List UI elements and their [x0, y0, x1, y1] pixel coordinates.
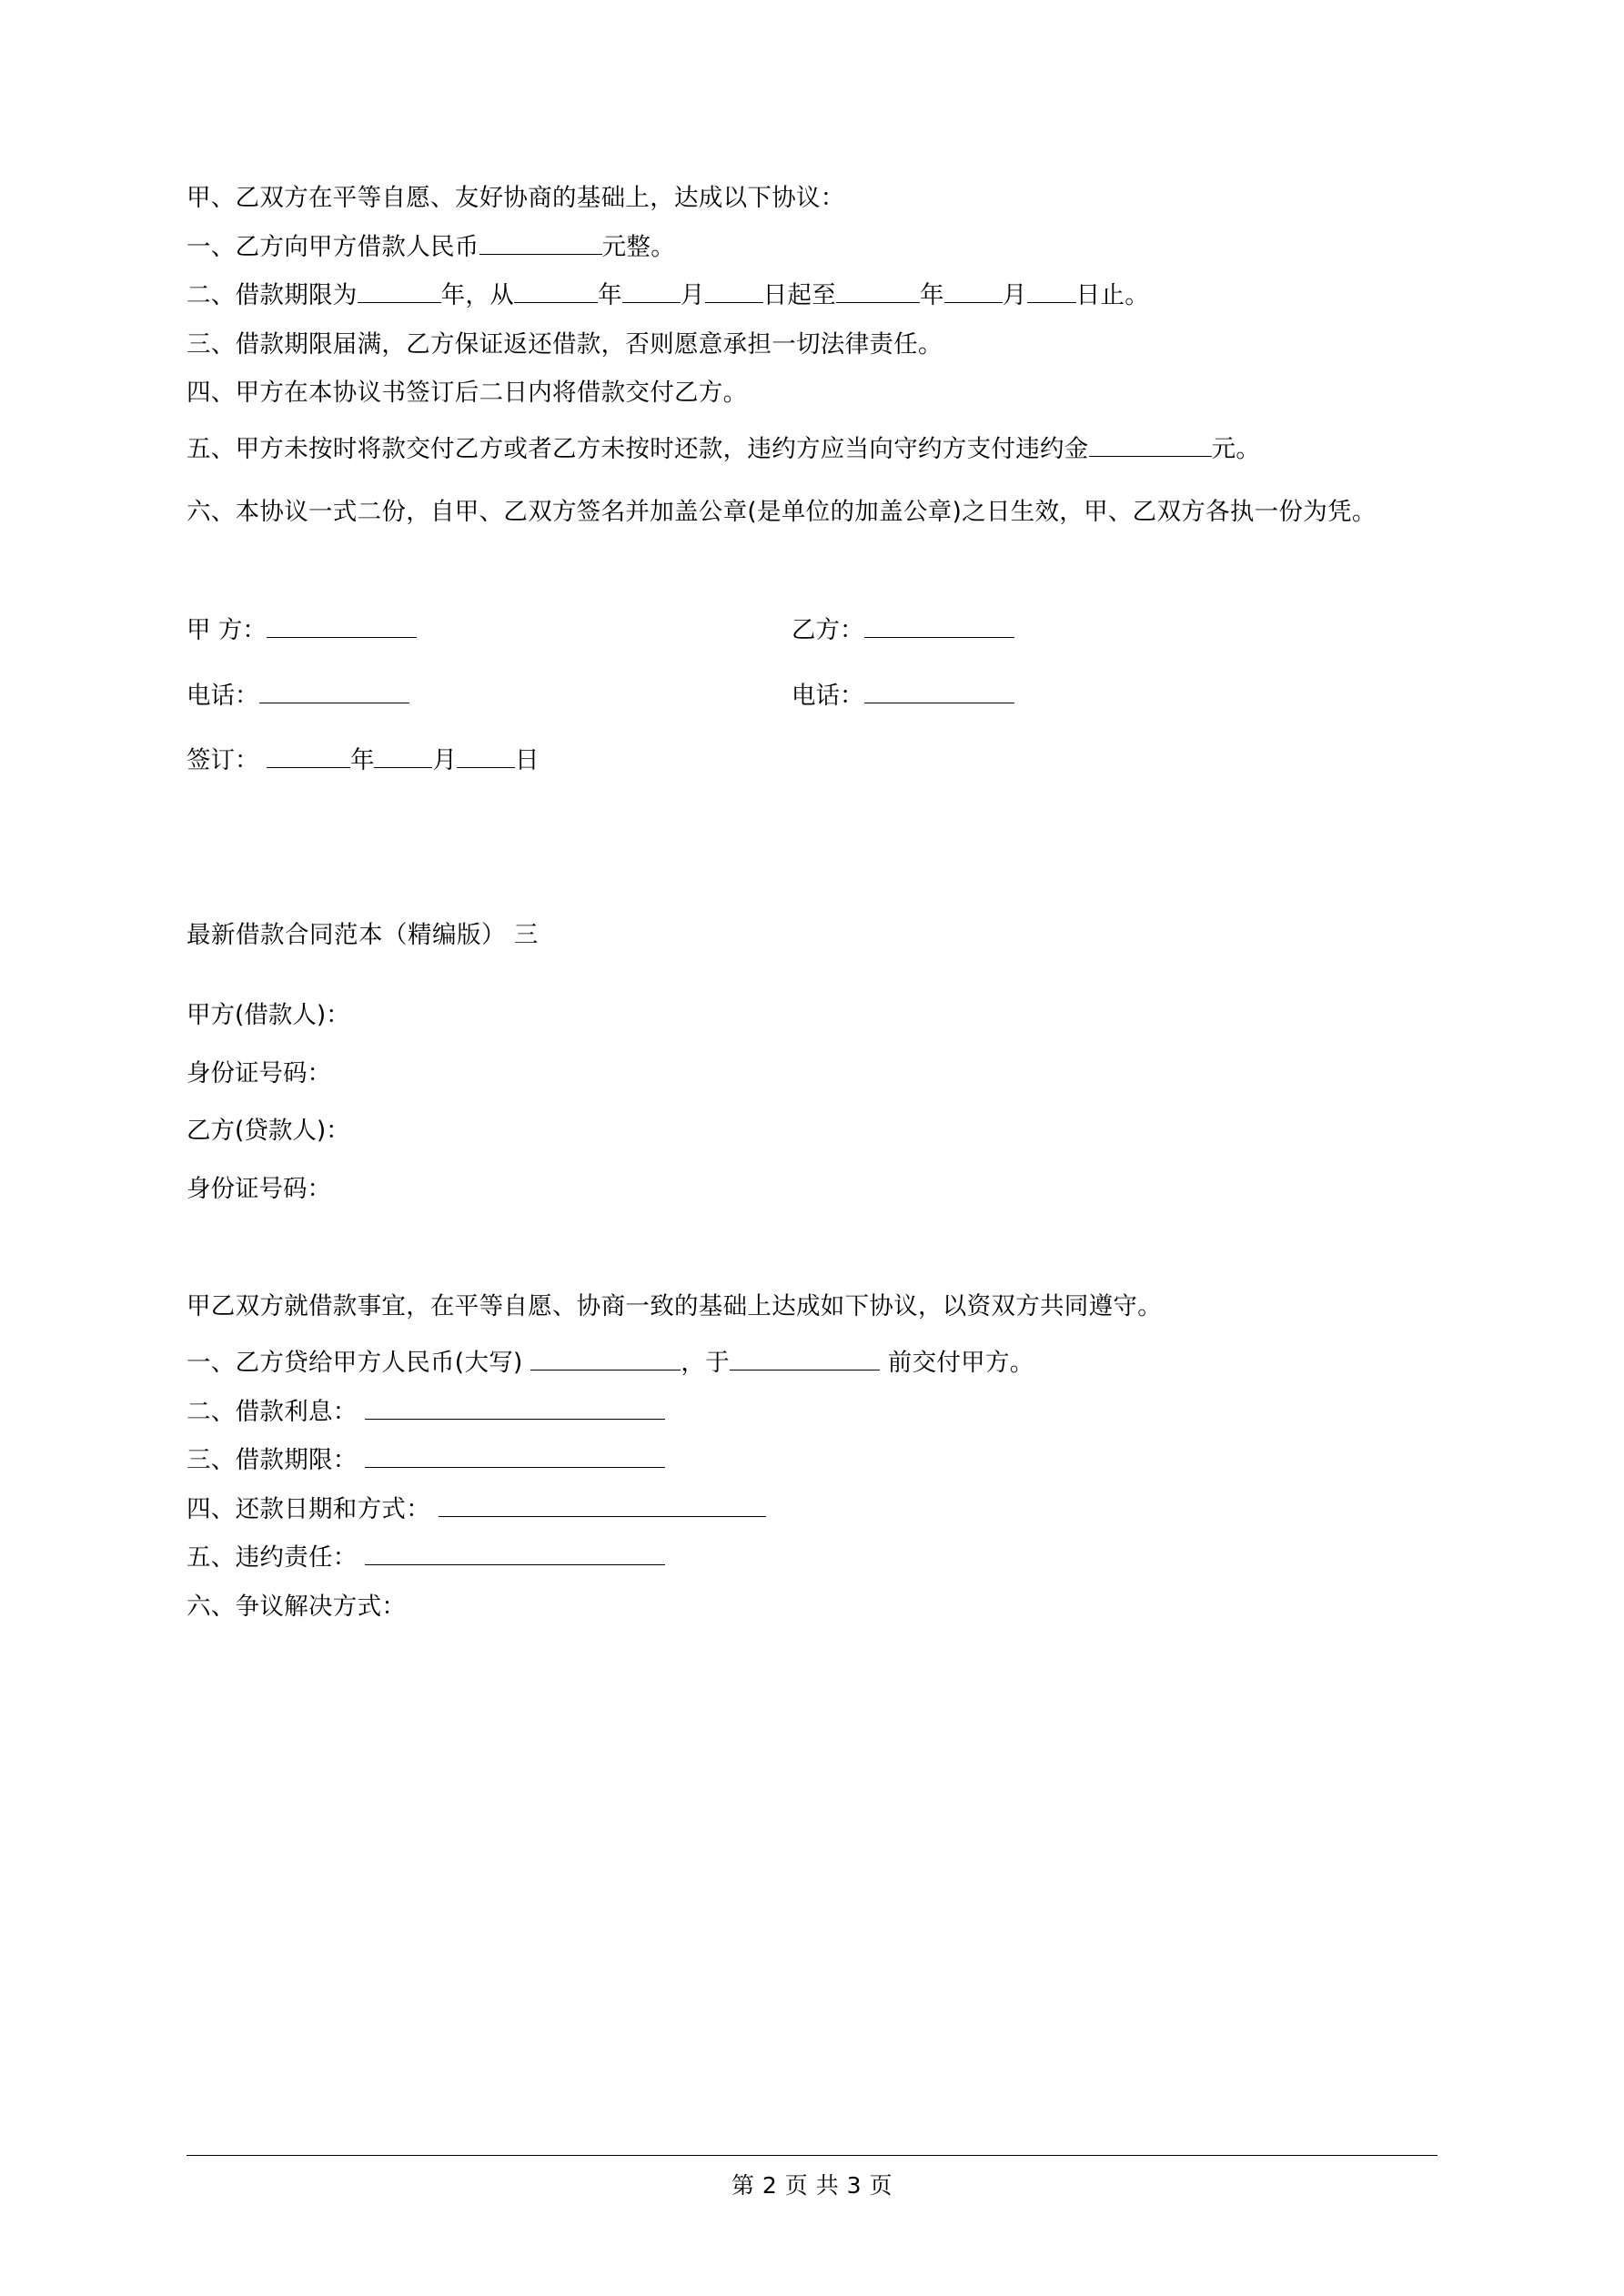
party-b-signature: [792, 616, 1437, 645]
t-clause-3-blank[interactable]: [365, 1467, 665, 1468]
t-clause-5-text: 五、违约责任：: [187, 1543, 358, 1573]
intro-text: 甲、乙双方在平等自愿、友好协商的基础上，达成以下协议：: [187, 184, 845, 212]
field-party-a-id: [187, 1058, 1437, 1087]
t-clause-2-text: 二、借款利息：: [187, 1397, 358, 1426]
t-clause-2-blank[interactable]: [365, 1419, 665, 1420]
clause-4-text: 四、甲方在本协议书签订后二日内将借款交付乙方。: [187, 379, 748, 407]
page-number-text: 第 2 页 共 3 页: [731, 2172, 893, 2199]
clause-2-blank-years[interactable]: [358, 302, 441, 303]
party-b-phone: [792, 681, 1437, 710]
party-a-blank[interactable]: [267, 637, 417, 638]
t-clause-1-text-3: 前交付甲方。: [887, 1349, 1034, 1378]
page-footer: [0, 2168, 1624, 2200]
clause-2-blank-end-day[interactable]: [1027, 302, 1076, 303]
t-clause-6: [187, 1592, 1437, 1621]
party-b-label: 乙方：: [792, 616, 864, 645]
sign-date-blank-day[interactable]: [457, 767, 515, 768]
clause-2-text-3: 年: [598, 281, 622, 309]
sign-date-label: 签订：: [187, 746, 259, 775]
clause-2-text-1: 二、借款期限为: [187, 281, 358, 309]
clause-5-blank-penalty[interactable]: [1089, 456, 1212, 457]
clause-5-text-2: 元。: [1211, 434, 1261, 463]
party-b-blank[interactable]: [864, 637, 1014, 638]
sign-date-blank-month[interactable]: [374, 767, 432, 768]
party-a-signature: [187, 616, 792, 645]
phone-b-label: 电话：: [792, 681, 864, 710]
intro-paragraph: [187, 184, 1437, 212]
field-party-b-id: [187, 1174, 1437, 1203]
clause-3: [187, 329, 1437, 359]
field-party-a-name-label: 甲方(借款人)：: [187, 1001, 350, 1030]
t-clause-1-blank-date[interactable]: [730, 1370, 880, 1371]
party-a-phone: [187, 681, 792, 710]
clause-2-blank-start-month[interactable]: [622, 302, 681, 303]
t-clause-1: [187, 1351, 1437, 1376]
clause-2-text-2: 年，从: [440, 281, 515, 309]
sign-date-month: 月: [432, 746, 457, 775]
spacer-before-section-two: [187, 814, 1437, 924]
clause-5: [187, 430, 1437, 470]
clause-1-text-2: 元整。: [601, 232, 676, 261]
field-party-b-id-label: 身份证号码：: [187, 1174, 331, 1203]
signature-row-date: [187, 746, 1437, 775]
field-party-b-name: [187, 1119, 1437, 1144]
clause-2-blank-end-year[interactable]: [836, 302, 920, 303]
t-clause-3-text: 三、借款期限：: [187, 1446, 358, 1475]
clause-2-blank-start-year[interactable]: [514, 302, 598, 303]
section-two-intro-text: 甲乙双方就借款事宜，在平等自愿、协商一致的基础上达成如下协议，以资双方共同遵守。: [187, 1292, 1162, 1321]
t-clause-4: [187, 1494, 1437, 1523]
clause-5-text-1: 五、甲方未按时将款交付乙方或者乙方未按时还款，违约方应当向守约方支付违约金: [187, 434, 1089, 463]
clause-6: [187, 493, 1437, 532]
t-clause-1-text-1: 一、乙方贷给甲方人民币(大写): [187, 1349, 523, 1378]
t-clause-1-blank-amount[interactable]: [530, 1370, 681, 1371]
clause-2-text-4: 月: [680, 281, 705, 309]
signature-row-names: [187, 616, 1437, 645]
signature-row-phones: [187, 681, 1437, 710]
t-clause-2: [187, 1397, 1437, 1426]
clause-1: [187, 232, 1437, 261]
clause-4: [187, 381, 1437, 406]
clause-2: [187, 281, 1437, 309]
clause-1-text-1: 一、乙方向甲方借款人民币: [187, 232, 479, 261]
spacer-after-title: [187, 947, 1437, 1004]
field-party-b-name-label: 乙方(贷款人)：: [187, 1117, 350, 1146]
footer-divider: [187, 2155, 1437, 2156]
clause-2-blank-end-month[interactable]: [944, 302, 1003, 303]
spacer-before-section-two-intro: [187, 1235, 1437, 1288]
t-clause-6-text: 六、争议解决方式：: [187, 1592, 407, 1621]
sign-date-blank-year[interactable]: [267, 767, 350, 768]
clause-1-blank-amount[interactable]: [479, 254, 602, 255]
section-two-intro: [187, 1288, 1437, 1327]
t-clause-1-text-2: ，于: [681, 1349, 731, 1378]
phone-a-label: 电话：: [187, 681, 259, 710]
clause-6-text: 六、本协议一式二份，自甲、乙双方签名并加盖公章(是单位的加盖公章)之日生效，甲、乙双方各执一份为凭。: [187, 498, 1377, 527]
t-clause-4-blank[interactable]: [439, 1516, 766, 1517]
clause-2-blank-start-day[interactable]: [705, 302, 763, 303]
sign-date-day: 日: [514, 746, 540, 775]
field-party-a-name: [187, 1001, 1437, 1030]
t-clause-3: [187, 1446, 1437, 1475]
t-clause-4-text: 四、还款日期和方式：: [187, 1494, 430, 1523]
field-party-a-id-label: 身份证号码：: [187, 1058, 331, 1087]
section-two-title-text: 最新借款合同范本（精编版） 三: [187, 920, 539, 949]
clause-2-text-5: 日起至: [762, 281, 837, 309]
clause-3-text: 三、借款期限届满，乙方保证返还借款，否则愿意承担一切法律责任。: [187, 329, 943, 359]
clause-2-text-6: 年: [920, 281, 944, 309]
t-clause-5: [187, 1543, 1437, 1573]
clause-2-text-8: 日止。: [1075, 281, 1150, 309]
signature-block: [187, 616, 1437, 775]
t-clause-5-blank[interactable]: [365, 1564, 665, 1565]
section-two-title: [187, 920, 1437, 949]
sign-date-year: 年: [349, 746, 375, 775]
sign-date: [187, 746, 792, 775]
party-a-label: 甲 方：: [187, 616, 267, 645]
spacer-before-signatures: [187, 557, 1437, 619]
clause-2-text-7: 月: [1002, 281, 1027, 309]
document-body: [187, 184, 1437, 1644]
